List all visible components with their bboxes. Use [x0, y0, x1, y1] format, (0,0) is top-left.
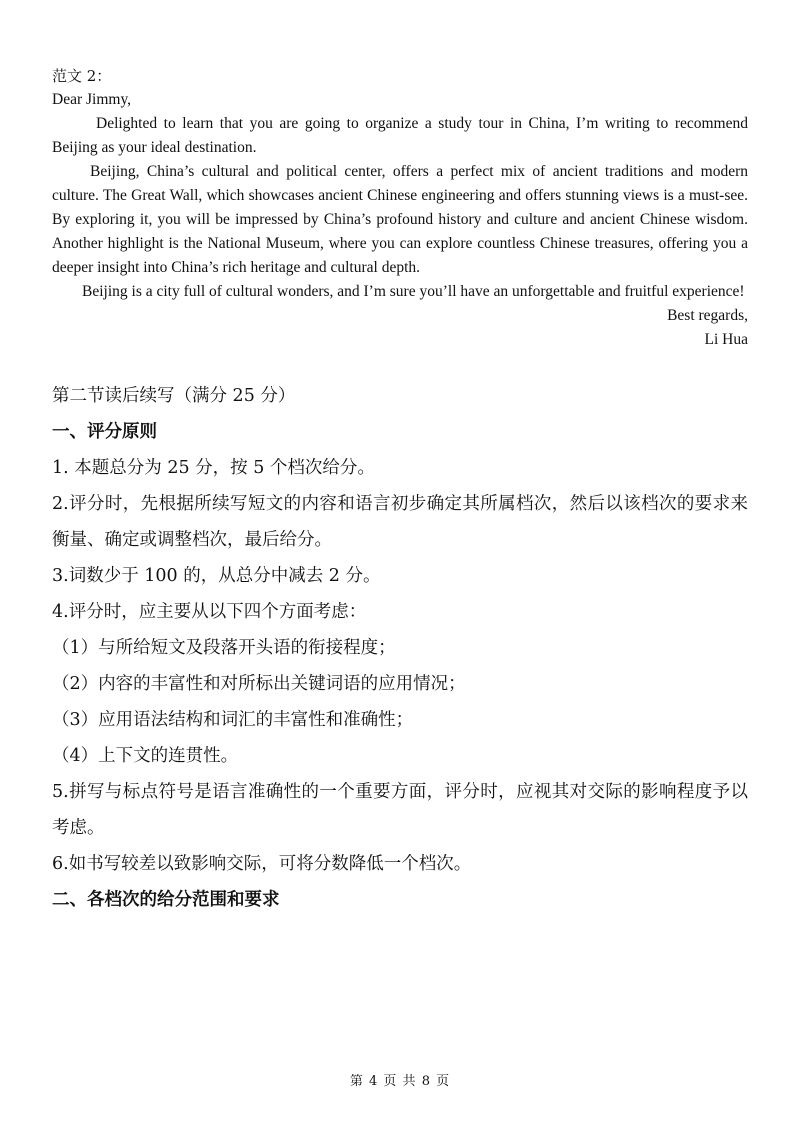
section-2 — [52, 378, 748, 918]
rule-2: 2.评分时，先根据所续写短文的内容和语言初步确定其所属档次，然后以该档次的要求来衡量、确定或调整档次，最后给分。 — [52, 494, 748, 550]
page-number: 第 4 页 共 8 页 — [349, 1074, 451, 1089]
rule-4-item-1: （1）与所给短文及段落开头语的衔接程度； — [52, 638, 396, 658]
sample-essay — [52, 64, 748, 352]
section-title: 第二节读后续写（满分 25 分） — [52, 386, 296, 406]
rule-4-item-3: （3）应用语法结构和词汇的丰富性和准确性； — [52, 710, 414, 730]
principles-heading: 一、评分原则 — [52, 422, 157, 442]
essay-paragraph-2: Beijing, China’s cultural and political center, offers a perfect mix of ancient traditions and modern culture. The Great Wall, which showcases ancient Chinese engineering and offers stunning views is a must-see. By exploring it, you will be impressed by China’s profound history and culture and ancient Chinese wisdom. Another highlight is the National Museum, where you can explore countless Chinese treasures, offering you a deeper insight into China’s rich heritage and cultural depth. — [52, 163, 748, 276]
rule-4-item-2: （2）内容的丰富性和对所标出关键词语的应用情况； — [52, 674, 466, 694]
closing: Best regards, — [667, 307, 748, 324]
essay-paragraph-1: Delighted to learn that you are going to organize a study tour in China, I’m writing to recommend Beijing as your ideal destination. — [52, 115, 748, 156]
salutation: Dear Jimmy, — [52, 91, 132, 108]
levels-heading: 二、各档次的给分范围和要求 — [52, 890, 280, 910]
rule-4-item-4: （4）上下文的连贯性。 — [52, 746, 239, 766]
rule-4: 4.评分时，应主要从以下四个方面考虑： — [52, 602, 367, 622]
rule-5: 5.拼写与标点符号是语言准确性的一个重要方面，评分时，应视其对交际的影响程度予以考虑。 — [52, 782, 748, 838]
rule-3: 3.词数少于 100 的，从总分中减去 2 分。 — [52, 566, 381, 586]
rule-6: 6.如书写较差以致影响交际，可将分数降低一个档次。 — [52, 854, 472, 874]
sample-heading: 范文 2： — [52, 67, 112, 85]
essay-paragraph-3: Beijing is a city full of cultural wonders, and I’m sure you’ll have an unforgettable and fruitful experience! — [82, 283, 745, 300]
rule-1: 1. 本题总分为 25 分，按 5 个档次给分。 — [52, 458, 375, 478]
signature: Li Hua — [704, 331, 748, 348]
